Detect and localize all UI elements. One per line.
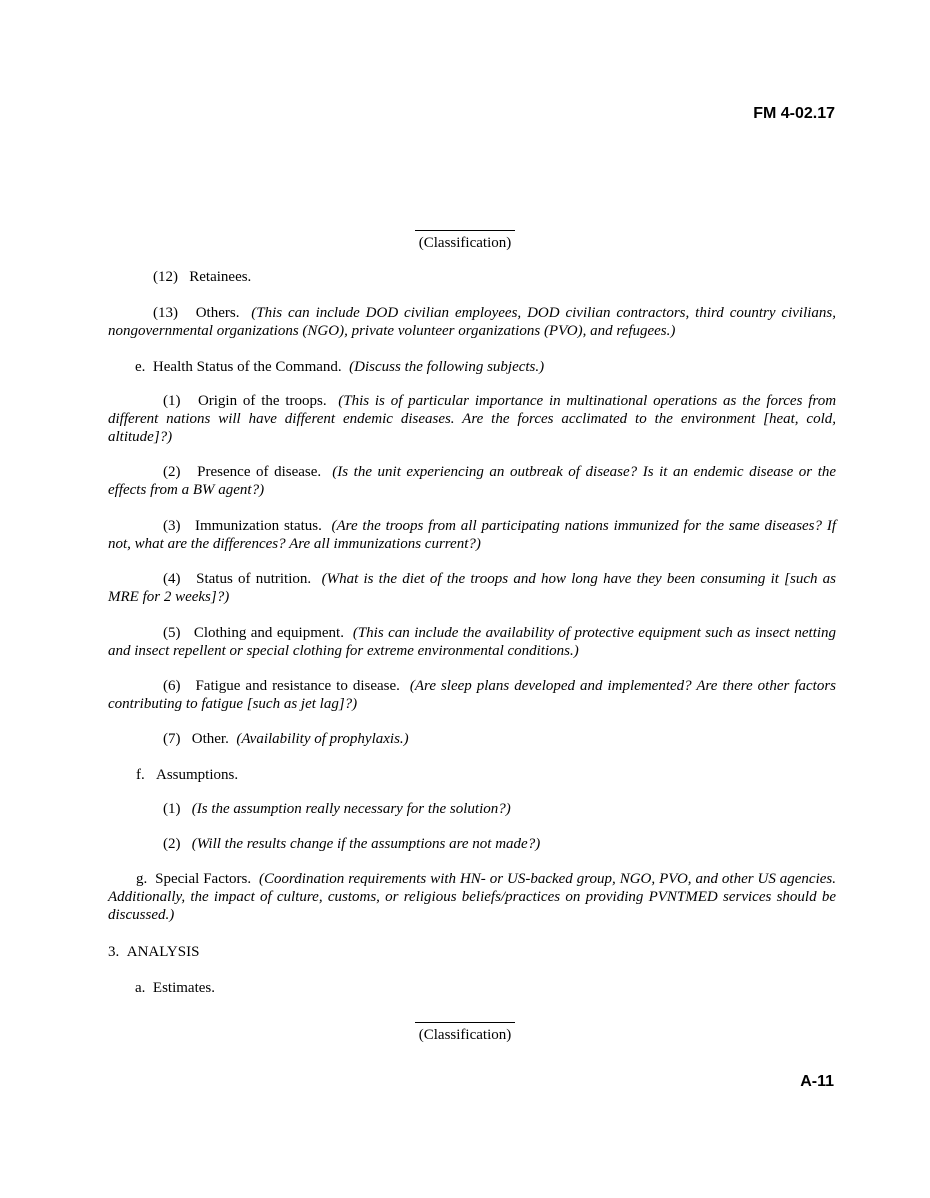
paragraph-assumptions: f. Assumptions. [136,767,239,783]
paragraph-assumption-1: (1) (Is the assumption really necessary for the solution?) [163,801,511,817]
paragraph-immunization-status: (3) Immunization status. (Are the troops from all participating nations immunized for the same diseases? If not, what are the differences? Are all immunizations current?) [108,518,837,552]
classification-rule [415,230,515,231]
paragraph-presence-of-disease: (2) Presence of disease. (Is the unit experiencing an outbreak of disease? Is it an endemic disease or the effects from a BW agent?) [108,464,837,498]
paragraph-health-status: e. Health Status of the Command. (Discuss the following subjects.) [135,359,545,375]
classification-top [0,230,930,252]
section-analysis: 3. ANALYSIS [108,944,200,960]
paragraph-assumption-2: (2) (Will the results change if the assumptions are not made?) [163,836,541,852]
classification-label: (Classification) [418,1027,512,1043]
paragraph-retainees: (12) Retainees. [153,269,252,285]
paragraph-fatigue: (6) Fatigue and resistance to disease. (Are sleep plans developed and implemented? Are there other factors contributing to fatigue [such as jet lag]?) [108,678,836,712]
classification-bottom [0,1022,930,1044]
paragraph-estimates: a. Estimates. [135,980,215,996]
page-number: A-11 [800,1073,834,1090]
paragraph-status-of-nutrition: (4) Status of nutrition. (What is the diet of the troops and how long have they been consuming it [such as MRE for 2 weeks]?) [108,571,837,605]
paragraph-others: (13) Others. (This can include DOD civilian employees, DOD civilian contractors, third country civilians, nongovernmental organizations (NGO), private volunteer organizations (PVO), and refugees.) [108,305,836,339]
paragraph-clothing-equipment: (5) Clothing and equipment. (This can include the availability of protective equipment such as insect netting and insect repellent or special clothing for extreme environmental conditions.) [108,625,837,659]
document-id: FM 4-02.17 [753,105,835,122]
paragraph-special-factors: g. Special Factors. (Coordination requirements with HN- or US-backed group, NGO, PVO, and other US agencies. Additionally, the impact of culture, customs, or religious beliefs/practices on providing PVNTMED services should be discussed.) [108,871,836,923]
classification-label: (Classification) [418,235,512,251]
paragraph-other: (7) Other. (Availability of prophylaxis.) [163,731,409,747]
classification-rule [415,1022,515,1023]
paragraph-origin-of-troops: (1) Origin of the troops. (This is of particular importance in multinational operations as the forces from different nations will have different endemic diseases. Are the forces acclimated to the environment [heat, cold, altitude]?) [108,393,837,445]
